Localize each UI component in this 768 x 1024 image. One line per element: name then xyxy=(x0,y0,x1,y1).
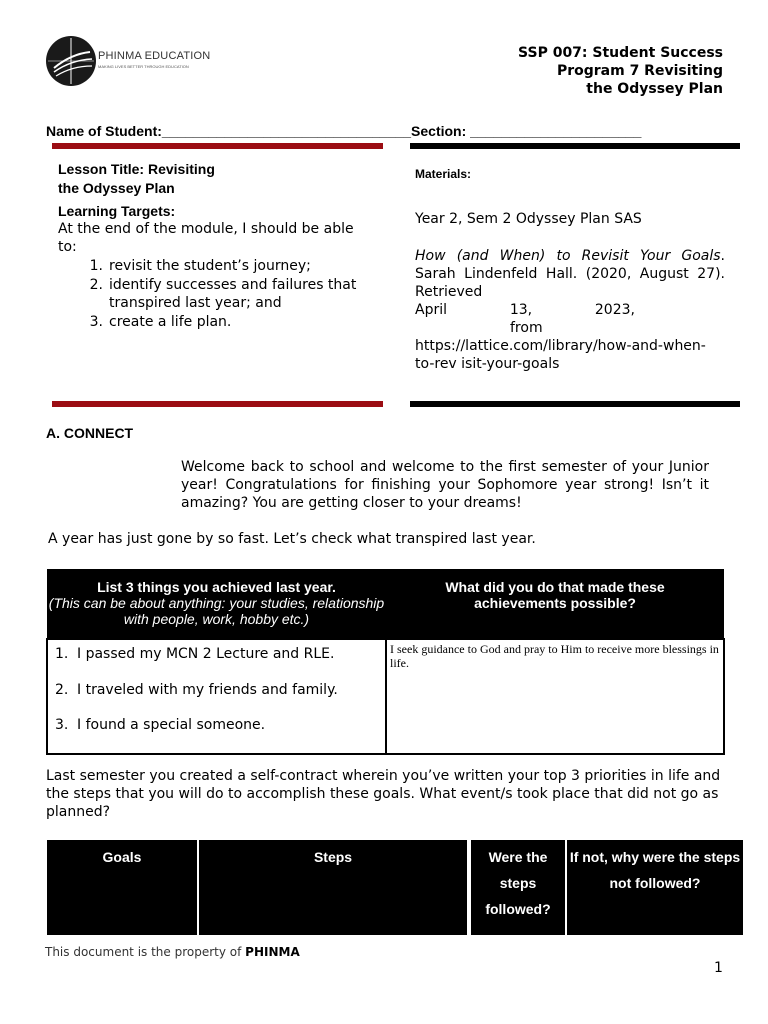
learning-targets-heading: Learning Targets: xyxy=(58,203,176,219)
logo-text: PHINMA EDUCATION xyxy=(98,50,211,62)
reference-link[interactable]: https://lattice.com/library/how-and-when-to-rev isit-your-goals xyxy=(415,338,706,372)
materials-item: Year 2, Sem 2 Odyssey Plan SAS xyxy=(415,211,642,227)
page-number: 1 xyxy=(714,960,723,976)
table-header: What did you do that made these achievements possible? xyxy=(386,569,724,639)
learning-targets-intro: At the end of the module, I should be able to: xyxy=(58,221,354,255)
document-title xyxy=(483,44,723,98)
goals-header: Goals xyxy=(47,840,197,935)
list-item: 3. create a life plan. xyxy=(89,313,232,330)
materials-bottom-bar xyxy=(410,401,740,407)
lesson-top-bar xyxy=(52,143,383,149)
lesson-title: Lesson Title: Revisiting the Odyssey Plan xyxy=(58,161,215,196)
materials-heading: Materials: xyxy=(415,167,472,181)
answer-text: I seek guidance to God and pray to Him to receive more blessings in life. xyxy=(390,642,719,670)
title-line-1: SSP 007: Student Success xyxy=(518,45,723,61)
title-line-3: the Odyssey Plan xyxy=(586,81,723,97)
list-item: 2. identify successes and failures that transpired last year; and xyxy=(89,276,357,311)
list-item: 3. I found a special someone. xyxy=(55,717,266,733)
title-line-2: Program 7 Revisiting xyxy=(556,63,723,79)
list-item: 1. revisit the student’s journey; xyxy=(89,258,311,274)
section-heading-connect: A. CONNECT xyxy=(46,425,134,441)
welcome-paragraph: Welcome back to school and welcome to the first semester of your Junior year! Congratulations for finishing your Sophomore year strong! Isn’t it amazing? You are getting closer to your dreams! xyxy=(181,459,709,511)
last-semester-paragraph: Last semester you created a self-contract wherein you’ve written your top 3 priorities in life and the steps that you will do to accomplish these goals. What event/s took place that did not go as planned? xyxy=(46,768,721,820)
footer-note: This document is the property of PHINMA xyxy=(45,945,300,959)
student-info-line xyxy=(46,123,641,139)
student-name-field[interactable]: Name of Student:________________________________ xyxy=(46,123,412,139)
section-field[interactable]: Section: ______________________ xyxy=(411,123,642,139)
steps-followed-header: Were the steps followed? xyxy=(471,840,565,935)
answer-cell[interactable] xyxy=(386,639,724,754)
list-item: 2. I traveled with my friends and family. xyxy=(55,681,338,698)
why-not-header: If not, why were the steps not followed? xyxy=(567,840,743,935)
list-item: 1. I passed my MCN 2 Lecture and RLE. xyxy=(55,646,335,662)
year-paragraph: A year has just gone by so fast. Let’s check what transpired last year. xyxy=(48,531,536,547)
table-header: List 3 things you achieved last year. (This can be about anything: your studies, relationship with people, work, hobby etc.) xyxy=(47,569,386,639)
materials-top-bar xyxy=(410,143,740,149)
steps-header: Steps xyxy=(199,840,467,935)
lesson-bottom-bar xyxy=(52,401,383,407)
learning-targets-list xyxy=(58,257,358,331)
materials-reference: How (and When) to Revisit Your Goals. Sarah Lindenfeld Hall. (2020, August 27). Retrieved April 13, 2023, from https://lattice.com/library/how-and-when-to-rev isit-your-goals xyxy=(415,248,725,372)
achievements-cell[interactable] xyxy=(47,639,386,754)
achievements-table xyxy=(46,569,725,755)
logo-tagline: MAKING LIVES BETTER THROUGH EDUCATION xyxy=(98,64,189,69)
